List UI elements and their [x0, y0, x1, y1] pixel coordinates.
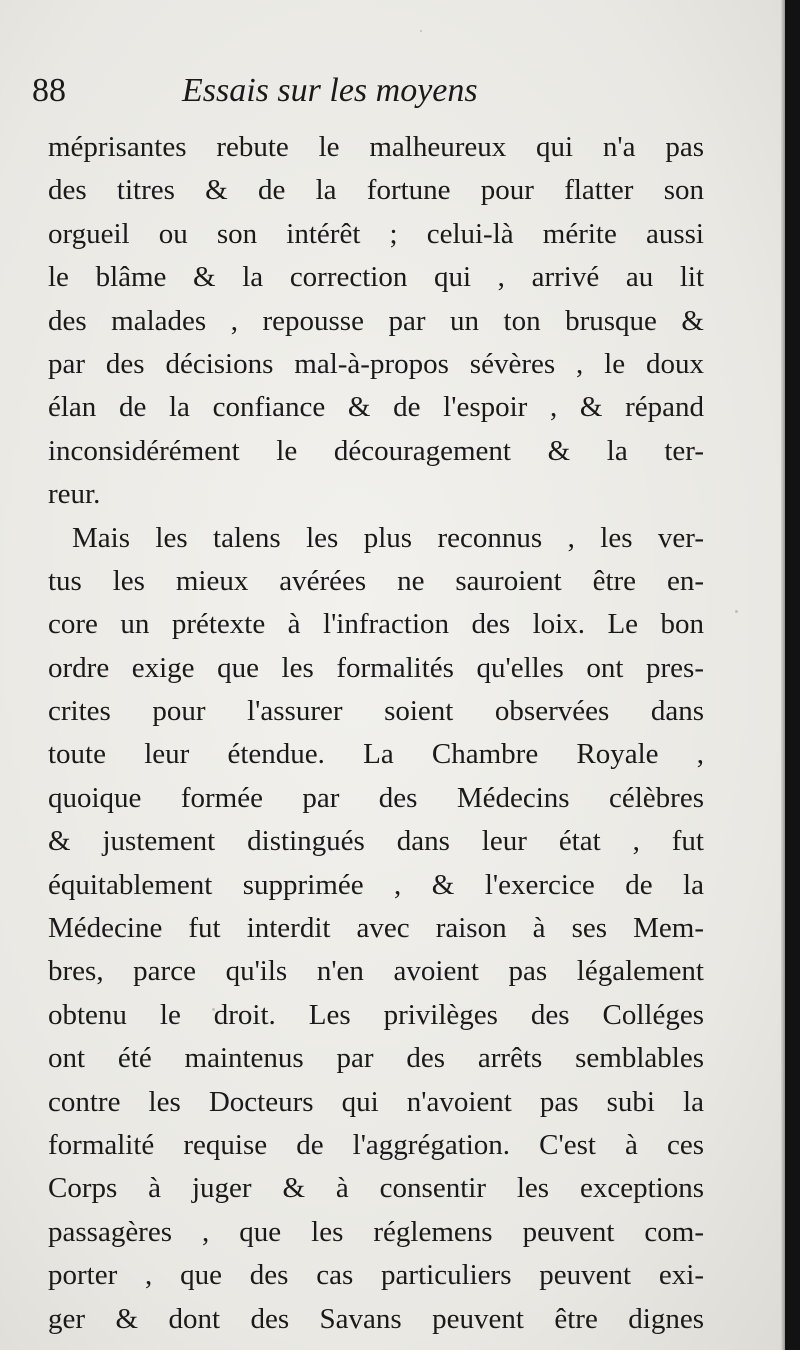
- text-line: inconsidérément le découragement & la ter-: [48, 434, 704, 467]
- paper-speck: [735, 610, 738, 613]
- text-line: Corps à juger & à consentir les exceptions: [48, 1172, 704, 1205]
- text-line: Mais les talens les plus reconnus , les ver-: [72, 521, 704, 554]
- text-line: crites pour l'assurer soient observées dans: [48, 695, 704, 728]
- text-line: des titres & de la fortune pour flatter son: [48, 174, 704, 207]
- page-header: [32, 72, 732, 122]
- text-line: ordre exige que les formalités qu'elles ont pres-: [48, 651, 704, 684]
- paper-speck: [420, 30, 422, 32]
- text-line: tus les mieux avérées ne sauroient être en-: [48, 564, 704, 597]
- text-line: porter , que des cas particuliers peuvent exi-: [48, 1259, 704, 1292]
- text-line: quoique formée par des Médecins célèbres: [48, 781, 704, 814]
- text-line: formalité requise de l'aggrégation. C'est à ces: [48, 1128, 704, 1161]
- text-line: ont été maintenus par des arrêts semblables: [48, 1042, 704, 1075]
- text-line: contre les Docteurs qui n'avoient pas subi la: [48, 1085, 704, 1118]
- text-line: reur.: [48, 478, 101, 511]
- text-line: équitablement supprimée , & l'exercice de la: [48, 868, 704, 901]
- text-line: élan de la confiance & de l'espoir , & répand: [48, 391, 704, 424]
- text-line: obtenu le droit. Les privilèges des Colléges: [48, 998, 704, 1031]
- text-line: passagères , que les réglemens peuvent com-: [48, 1215, 704, 1248]
- text-line: & justement distingués dans leur état , fut: [48, 825, 704, 858]
- text-line: orgueil ou son intérêt ; celui-là mérite aussi: [48, 217, 704, 250]
- text-line: core un prétexte à l'infraction des loix. Le bon: [48, 608, 704, 641]
- text-line: toute leur étendue. La Chambre Royale ,: [48, 738, 704, 771]
- text-line: des malades , repousse par un ton brusque &: [48, 304, 704, 337]
- text-line: par des décisions mal-à-propos sévères , le doux: [48, 347, 704, 380]
- page-number: 88: [32, 72, 66, 109]
- scan-gutter: [785, 0, 800, 1350]
- running-title: Essais sur les moyens: [182, 72, 478, 109]
- text-line: le blâme & la correction qui , arrivé au lit: [48, 261, 704, 294]
- body-text: [48, 126, 704, 1341]
- text-line: ger & dont des Savans peuvent être dignes: [48, 1302, 704, 1335]
- text-line: bres, parce qu'ils n'en avoient pas légalement: [48, 955, 704, 988]
- text-line: Médecine fut interdit avec raison à ses Mem-: [48, 912, 704, 945]
- text-line: méprisantes rebute le malheureux qui n'a pas: [48, 131, 704, 163]
